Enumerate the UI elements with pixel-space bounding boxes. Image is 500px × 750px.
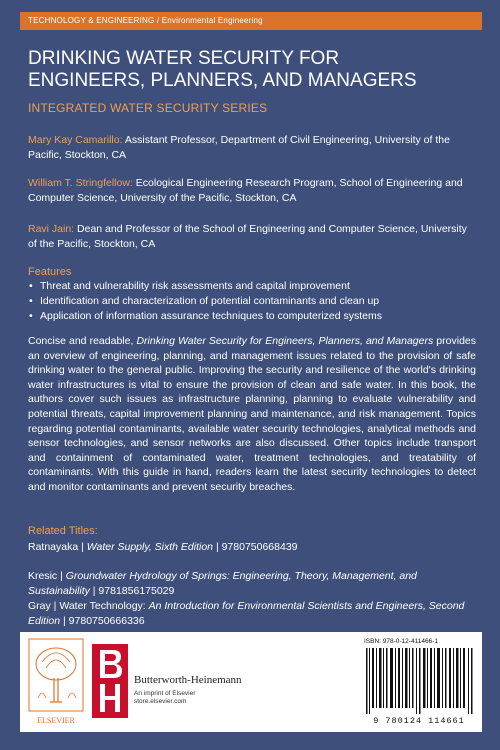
related-author: Ratnayaka | xyxy=(28,541,87,553)
series-name: INTEGRATED WATER SECURITY SERIES xyxy=(28,101,268,115)
author-affiliation: Assistant Professor, Department of Civil Engineering, University of the Pacific, Stockton, CA xyxy=(28,134,450,161)
features-heading: Features xyxy=(28,266,72,278)
barcode-icon xyxy=(364,648,474,714)
title-line-1: DRINKING WATER SECURITY FOR xyxy=(28,48,340,69)
barcode-block xyxy=(360,636,478,728)
related-author: Gray | Water Technology: xyxy=(28,600,149,612)
features-list xyxy=(28,279,478,323)
related-isbn: | 9780750666336 xyxy=(60,615,145,627)
elsevier-tree-logo xyxy=(28,638,84,724)
bh-imprint-text xyxy=(134,690,195,706)
related-isbn: | 9780750668439 xyxy=(213,541,298,553)
book-description xyxy=(28,334,476,495)
feature-item: • Threat and vulnerability risk assessments and capital improvement xyxy=(28,279,478,294)
barcode-number: 9 780124 114661 xyxy=(373,716,465,726)
feature-item: • Application of information assurance techniques to computerized systems xyxy=(28,309,478,324)
isbn-label: ISBN: 978-0-12-411466-1 xyxy=(364,638,438,645)
feature-item: • Identification and characterization of potential contaminants and clean up xyxy=(28,294,478,309)
author-name: Ravi Jain: xyxy=(28,223,75,235)
related-book-title: An Introduction for Environmental Scientists and Engineers, Second Edition xyxy=(28,600,465,627)
author-affiliation: Ecological Engineering Research Program, School of Engineering and Computer Science, University of the Pacific, Stockton, CA xyxy=(28,177,463,204)
title-line-2: ENGINEERS, PLANNERS, AND MANAGERS xyxy=(28,70,417,91)
related-title xyxy=(28,540,478,555)
bh-store-url: store.elsevier.com xyxy=(134,698,187,705)
author-entry xyxy=(28,176,478,206)
publisher-panel xyxy=(20,632,482,732)
butterworth-heinemann-logo xyxy=(92,644,128,718)
author-name: William T. Stringfellow: xyxy=(28,177,133,189)
related-isbn: | 9781856175029 xyxy=(89,585,175,597)
related-titles-heading: Related Titles: xyxy=(28,525,98,537)
related-author: Kresic | xyxy=(28,570,66,582)
category-tag: TECHNOLOGY & ENGINEERING / Environmental Engineering xyxy=(20,12,482,30)
description-intro: Concise and readable, xyxy=(28,335,137,347)
description-body: provides an overview of engineering, planning, and management issues related to the provision of safe drinking water to the general public. Improving the security and resilience of the world's drinking water infrastructures is vital to ensure the provision of clean and safe water. In this book, the authors cover such issues as infrastructure planning, planning to evaluate vulnerability and potential threats, capital improvement planning and maintenance, and risk management. Topics regarding potential contaminants, available water security technologies, analytical methods and sensor technologies, and sensor networks are also discussed. Other topics include transport and containment of contaminated water, treatment technologies, and treatability of contaminants. With this guide in hand, readers learn the latest security technologies to detect and monitor contaminants and prevent security breaches. xyxy=(28,335,476,493)
author-entry xyxy=(28,133,478,163)
description-book-title: Drinking Water Security for Engineers, Planners, and Managers xyxy=(136,335,434,347)
book-title xyxy=(28,48,478,92)
related-book-title: Water Supply, Sixth Edition xyxy=(86,541,214,553)
elsevier-label: ELSEVIER xyxy=(37,716,75,725)
author-name: Mary Kay Camarillo: xyxy=(28,134,123,146)
author-entry xyxy=(28,222,478,252)
bh-publisher-name: Butterworth-Heinemann xyxy=(134,674,242,686)
related-title xyxy=(28,599,478,629)
related-book-title: Groundwater Hydrology of Springs: Engineering, Theory, Management, and Sustainability xyxy=(28,570,417,597)
bh-imprint-line: An imprint of Elsevier xyxy=(134,690,196,697)
author-affiliation: Dean and Professor of the School of Engineering and Computer Science, University of the Pacific, Stockton, CA xyxy=(28,223,467,250)
related-title xyxy=(28,569,478,599)
